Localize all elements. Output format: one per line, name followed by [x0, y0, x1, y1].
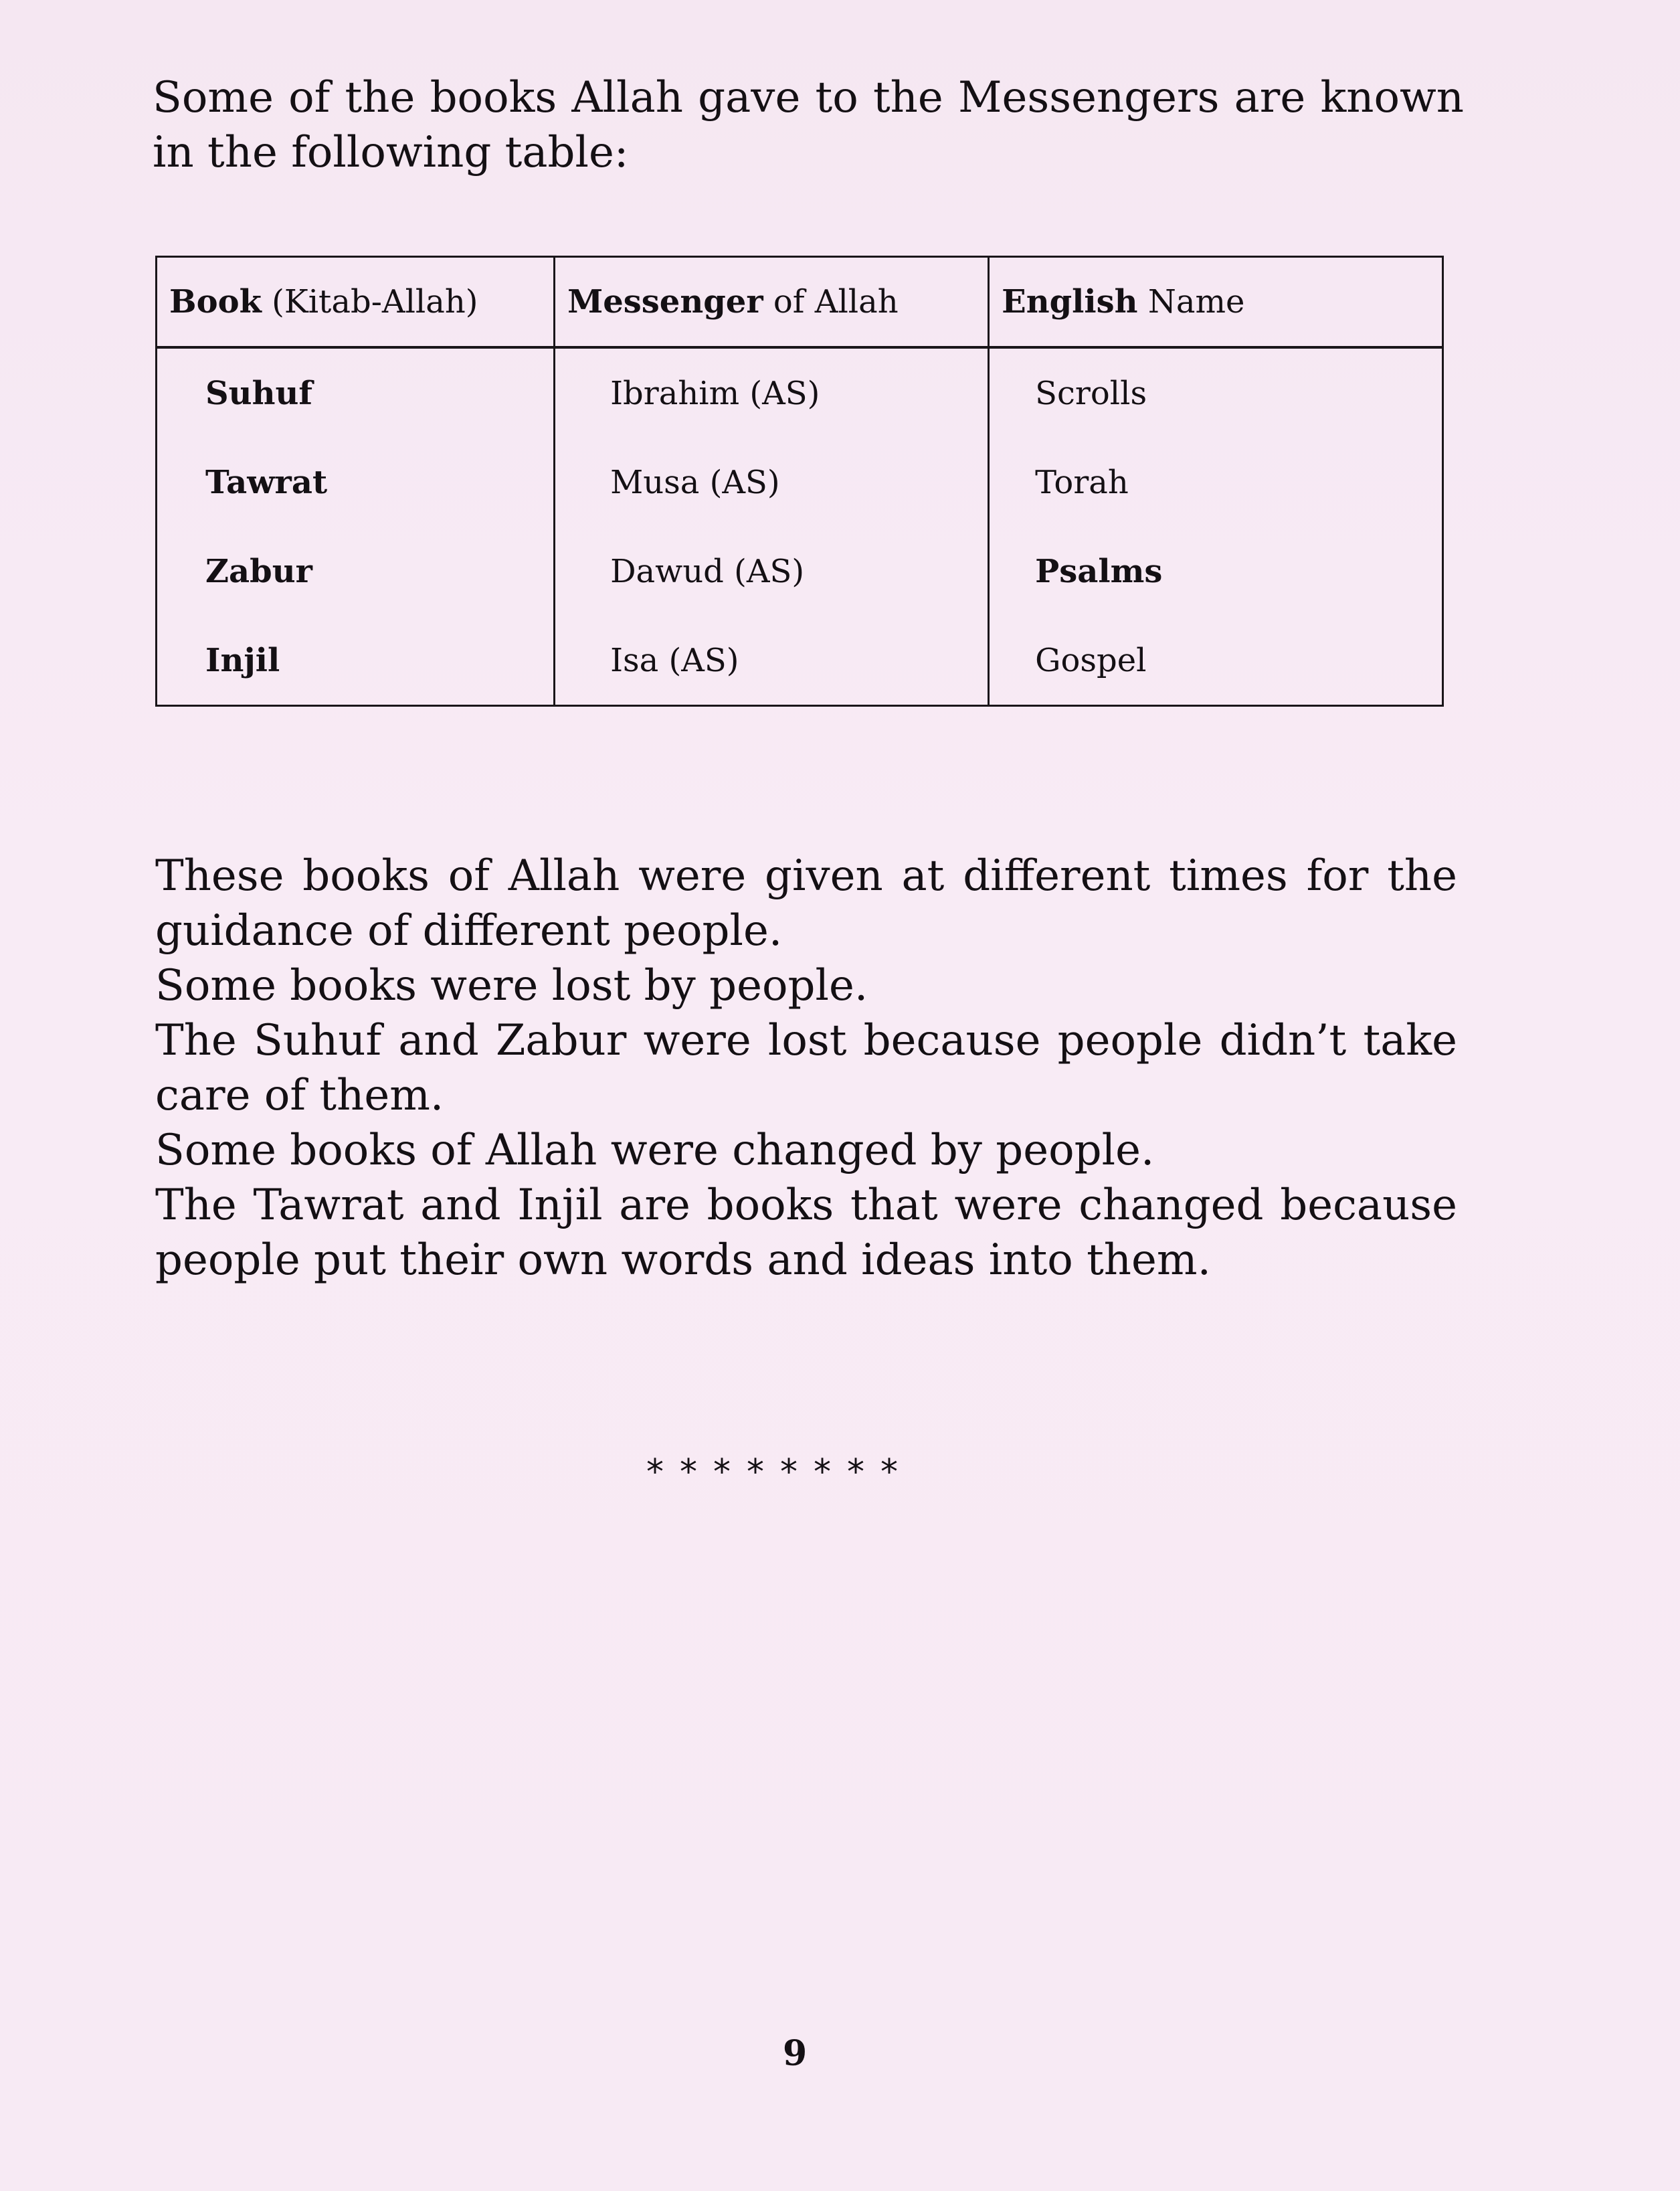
cell-book: Suhuf [157, 347, 555, 438]
cell-book: Zabur [157, 527, 555, 616]
table-row [157, 527, 1443, 616]
cell-messenger: Musa (AS) [555, 438, 989, 527]
paragraph: Some books of Allah were changed by people. [155, 1126, 1155, 1175]
cell-english-name: Torah [989, 438, 1443, 527]
table-row [157, 438, 1443, 527]
cell-english-name: Scrolls [989, 347, 1443, 438]
cell-messenger: Ibrahim (AS) [555, 347, 989, 438]
page-number: 9 [783, 2033, 808, 2074]
table-row [157, 347, 1443, 438]
header-english-name: English Name [989, 257, 1443, 348]
cell-messenger: Isa (AS) [555, 616, 989, 706]
books-table [155, 256, 1444, 707]
cell-english-name: Psalms [989, 527, 1443, 616]
paragraph: The Suhuf and Zabur were lost because people didn’t take care of them. [155, 1016, 1457, 1120]
body-text [155, 849, 1457, 1288]
cell-book: Injil [157, 616, 555, 706]
intro-paragraph: Some of the books Allah gave to the Messengers are known in the following table: [153, 73, 1464, 177]
cell-book: Tawrat [157, 438, 555, 527]
table-header-row [157, 257, 1443, 348]
header-book: Book (Kitab-Allah) [157, 257, 555, 348]
paragraph: These books of Allah were given at different times for the guidance of different people. [155, 851, 1457, 956]
table-row [157, 616, 1443, 706]
cell-messenger: Dawud (AS) [555, 527, 989, 616]
header-messenger: Messenger of Allah [555, 257, 989, 348]
cell-english-name: Gospel [989, 616, 1443, 706]
paragraph: Some books were lost by people. [155, 961, 868, 1011]
section-separator: ******** [646, 1452, 914, 1492]
paragraph: The Tawrat and Injil are books that were changed because people put their own words and ideas into them. [155, 1180, 1457, 1285]
